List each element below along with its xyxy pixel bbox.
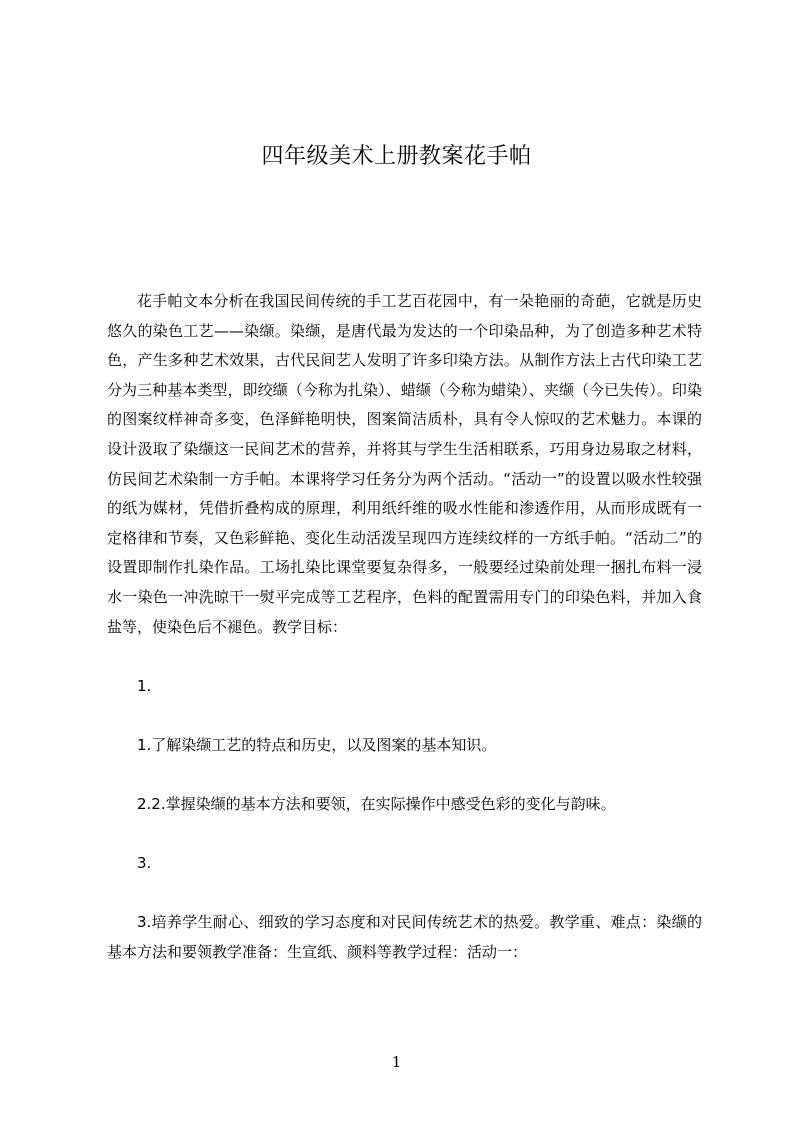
objective-2-text: 2.2.掌握染缬的基本方法和要领，在实际操作中感受色彩的变化与韵味。 bbox=[137, 795, 616, 814]
objective-3-text: 3.培养学生耐心、细致的学习态度和对民间传统艺术的热爱。教学重、难点：染缬的基本方法和要领教学准备：生宣纸、颜料等教学过程：活动一： bbox=[107, 913, 702, 962]
page-number: 1 bbox=[391, 1053, 402, 1071]
objective-1-number: 1. bbox=[137, 676, 152, 695]
page-title: 四年级美术上册教案花手帕 bbox=[261, 144, 532, 169]
objective-1-text: 1.了解染缬工艺的特点和历史，以及图案的基本知识。 bbox=[137, 735, 497, 754]
document-body bbox=[107, 287, 702, 968]
intro-paragraph: 花手帕文本分析在我国民间传统的手工艺百花园中，有一朵艳丽的奇葩，它就是历史悠久的染色工艺——染缬。染缬，是唐代最为发达的一个印染品种，为了创造多种艺术特色，产生多种艺术效果，古代民间艺人发明了许多印染方法。从制作方法上古代印染工艺分为三种基本类型，即绞缬（今称为扎染）、蜡缬（今称为蜡染）、夹缬（今已失传）。印染的图案纹样神奇多变，色泽鲜艳明快，图案简洁质朴，具有令人惊叹的艺术魅力。本课的设计汲取了染缬这一民间艺术的营养，并将其与学生生活相联系，巧用身边易取之材料，仿民间艺术染制一方手帕。本课将学习任务分为两个活动。“活动一”的设置以吸水性较强的纸为媒材，凭借折叠构成的原理，利用纸纤维的吸水性能和渗透作用，从而形成既有一定格律和节奏，又色彩鲜艳、变化生动活泼呈现四方连续纹样的一方纸手帕。“活动二”的设置即制作扎染作品。工场扎染比课堂要复杂得多，一般要经过染前处理一捆扎布料一浸水一染色一冲洗晾干一熨平完成等工艺程序，色料的配置需用专门的印染色料，并加入食盐等，使染色后不褪色。教学目标： bbox=[107, 292, 702, 636]
objective-3-number: 3. bbox=[137, 854, 152, 873]
